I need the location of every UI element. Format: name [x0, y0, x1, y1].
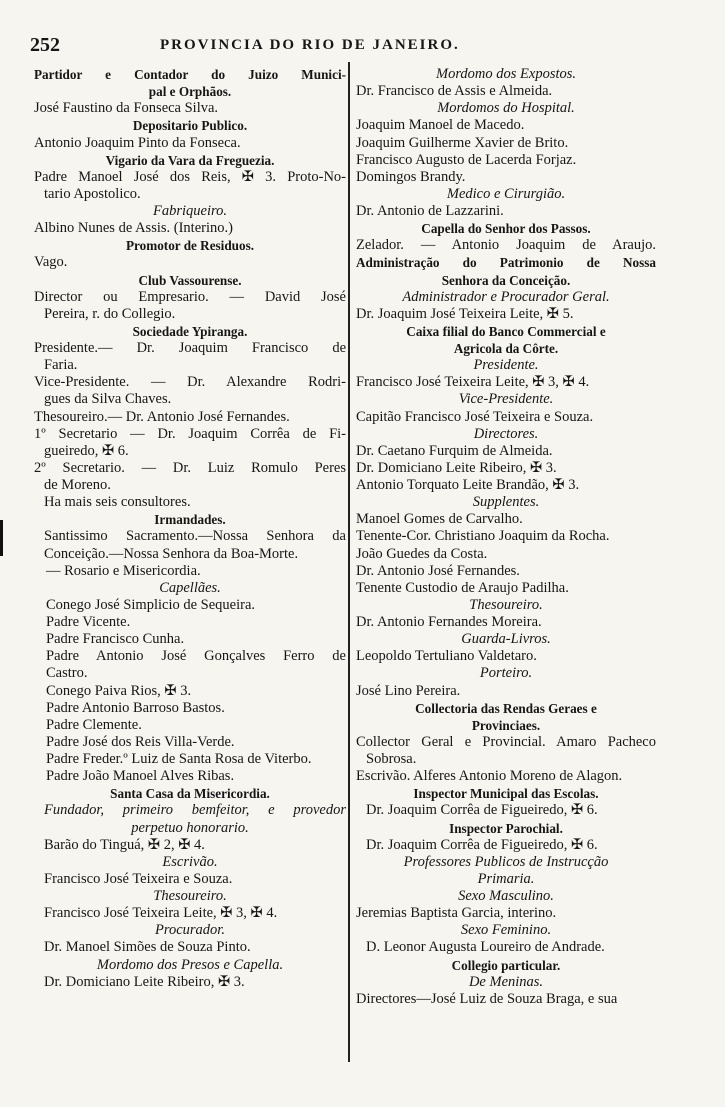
text-line: José Faustino da Fonseca Silva. — [34, 100, 219, 117]
text-line: de Moreno. — [44, 477, 111, 493]
section-heading: Promotor de Residuos. — [125, 238, 255, 254]
column-divider — [348, 62, 350, 1062]
text-line: Directores. — [473, 425, 539, 442]
text-line: Escrivão. — [162, 853, 218, 870]
text-line: João Guedes da Costa. — [356, 545, 488, 562]
text-line: Manoel Gomes de Carvalho. — [356, 511, 523, 528]
text-line: Escrivão. Alferes Antonio Moreno de Alagon. — [356, 768, 623, 785]
text-line: Dr. Caetano Furquim de Almeida. — [356, 442, 553, 459]
text-line: Antonio Torquato Leite Brandão, ✠ 3. — [356, 477, 580, 493]
text-line: Padre João Manoel Alves Ribas. — [46, 768, 235, 785]
text-line: Supplentes. — [472, 494, 540, 511]
text-line: Francisco José Teixeira e Souza. — [44, 870, 233, 887]
text-line: Francisco José Teixeira Leite, ✠ 3, ✠ 4. — [356, 374, 590, 391]
text-line: Fundador, primeiro bemfeitor, e provedor — [44, 802, 346, 819]
section-heading: Collectoria das Rendas Geraes e — [415, 700, 597, 716]
text-line: Pereira, r. do Collegio. — [44, 305, 176, 322]
text-line: Directores—José Luiz de Souza Braga, e sua — [356, 990, 618, 1007]
text-line: Medico e Cirurgião. — [446, 185, 566, 202]
section-heading: Partidor e Contador do Juizo Munici- — [34, 67, 346, 82]
text-line: Dr. Joaquim Corrêa de Figueiredo, ✠ 6. — [366, 802, 598, 819]
text-line: Leopoldo Tertuliano Valdetaro. — [356, 648, 537, 665]
section-heading: Administração do Patrimonio de Nossa — [356, 255, 656, 271]
text-line: Procurador. — [155, 922, 225, 939]
text-line: Presidente. — [473, 357, 539, 374]
text-line: Barão do Tinguá, ✠ 2, ✠ 4. — [44, 836, 205, 853]
section-heading: Agricola da Côrte. — [453, 341, 559, 356]
section-heading: Depositario Publico. — [132, 118, 248, 134]
text-line: Director ou Empresario. — David José — [34, 288, 346, 305]
text-line: Antonio Joaquim Pinto da Fonseca. — [34, 134, 241, 151]
section-heading: Inspector Municipal das Escolas. — [413, 786, 599, 802]
text-line: Faria. — [44, 357, 78, 374]
left-column — [34, 66, 346, 991]
text-line: Francisco Augusto de Lacerda Forjaz. — [356, 151, 577, 168]
text-line: Padre Manoel José dos Reis, ✠ 3. Proto-No- — [34, 168, 346, 185]
text-line: Capitão Francisco José Teixeira e Souza. — [356, 408, 594, 425]
text-line: Dr. Antonio de Lazzarini. — [356, 203, 504, 219]
text-line: Dr. Antonio Fernandes Moreira. — [356, 614, 542, 630]
section-heading: Senhora da Conceição. — [441, 272, 571, 288]
text-line: José Lino Pereira. — [356, 682, 461, 699]
text-line: Padre Antonio Barroso Bastos. — [46, 699, 225, 716]
text-line: Dr. Joaquim José Teixeira Leite, ✠ 5. — [356, 305, 574, 322]
text-line: D. Leonor Augusta Loureiro de Andrade. — [366, 939, 605, 956]
section-heading: Capella do Senhor dos Passos. — [421, 221, 591, 237]
text-line: gues da Silva Chaves. — [44, 391, 172, 408]
text-line: Conceição.—Nossa Senhora da Boa-Morte. — [44, 545, 299, 562]
text-line: Capellães. — [159, 579, 221, 596]
text-line: Conego José Simplicio de Sequeira. — [46, 596, 256, 613]
text-line: Mordomos do Hospital. — [437, 100, 575, 117]
text-line: Santissimo Sacramento.—Nossa Senhora da — [44, 528, 346, 545]
text-line: perpetuo honorario. — [131, 819, 249, 836]
text-line: Padre Freder.º Luiz de Santa Rosa de Viterbo. — [46, 751, 312, 767]
text-line: Albino Nunes de Assis. (Interino.) — [34, 220, 233, 237]
section-heading: Santa Casa da Misericordia. — [110, 786, 270, 802]
text-line: Francisco José Teixeira Leite, ✠ 3, ✠ 4. — [44, 905, 278, 922]
text-line: Conego Paiva Rios, ✠ 3. — [46, 682, 192, 699]
text-line: Dr. Domiciano Leite Ribeiro, ✠ 3. — [44, 973, 245, 990]
text-line: Joaquim Guilherme Xavier de Brito. — [356, 134, 569, 151]
text-line: Dr. Manoel Simões de Souza Pinto. — [44, 939, 251, 956]
section-heading: pal e Orphãos. — [148, 84, 232, 100]
text-line: Padre Antonio José Gonçalves Ferro de — [46, 648, 346, 665]
right-column — [356, 66, 656, 1008]
section-heading: Club Vassourense. — [138, 272, 242, 288]
section-heading: Sociedade Ypiranga. — [132, 323, 248, 339]
text-line: Thesoureiro. — [153, 888, 227, 904]
text-line: Collector Geral e Provincial. Amaro Pacheco — [356, 733, 656, 750]
text-line: Porteiro. — [479, 665, 533, 682]
section-heading: Irmandades. — [154, 512, 226, 528]
text-line: Professores Publicos de Instrucção — [403, 853, 609, 870]
text-line: Ha mais seis consultores. — [44, 494, 191, 511]
section-heading: Provinciaes. — [471, 717, 541, 733]
text-line: Domingos Brandy. — [356, 168, 466, 185]
text-line: — Rosario e Misericordia. — [46, 562, 201, 579]
text-line: Administrador e Procurador Geral. — [402, 288, 610, 305]
text-line: Padre Vicente. — [46, 614, 131, 630]
text-line: Vice-Presidente. — Dr. Alexandre Rodri- — [34, 374, 346, 391]
text-line: Tenente-Cor. Christiano Joaquim da Rocha. — [356, 528, 610, 545]
section-heading: Caixa filial do Banco Commercial e — [406, 323, 606, 339]
text-line: Fabriqueiro. — [153, 203, 227, 219]
page-number: 252 — [30, 34, 60, 56]
text-line: Presidente.— Dr. Joaquim Francisco de — [34, 340, 346, 356]
margin-mark — [0, 520, 3, 556]
text-line: Dr. Francisco de Assis e Almeida. — [356, 83, 553, 100]
running-title: PROVINCIA DO RIO DE JANEIRO. — [160, 37, 460, 53]
text-line: Vice-Presidente. — [458, 391, 554, 408]
text-line: gueiredo, ✠ 6. — [44, 442, 129, 459]
text-line: Tenente Custodio de Araujo Padilha. — [356, 579, 569, 596]
text-line: De Meninas. — [468, 973, 544, 990]
text-line: Sobrosa. — [366, 751, 417, 767]
text-line: Padre José dos Reis Villa-Verde. — [46, 733, 235, 750]
text-line: Zelador. — Antonio Joaquim de Araujo. — [356, 237, 656, 254]
text-line: Guarda-Livros. — [461, 631, 551, 648]
section-heading: Inspector Parochial. — [449, 820, 563, 836]
text-line: Vago. — [34, 254, 68, 271]
text-line: Castro. — [46, 665, 88, 682]
text-line: Jeremias Baptista Garcia, interino. — [356, 905, 557, 922]
text-line: Padre Francisco Cunha. — [46, 631, 185, 648]
text-line: Dr. Joaquim Corrêa de Figueiredo, ✠ 6. — [366, 836, 598, 853]
text-line: Sexo Feminino. — [460, 922, 552, 939]
text-line: Thesoureiro.— Dr. Antonio José Fernandes. — [34, 408, 290, 425]
section-heading: Vigario da Vara da Freguezia. — [105, 152, 275, 168]
text-line: Padre Clemente. — [46, 716, 142, 733]
text-line: Sexo Masculino. — [458, 888, 554, 904]
text-line: Joaquim Manoel de Macedo. — [356, 117, 525, 134]
text-line: Primaria. — [477, 870, 535, 887]
page-header — [30, 34, 670, 56]
text-line: tario Apostolico. — [44, 185, 141, 202]
text-line: Thesoureiro. — [469, 596, 543, 613]
text-line: Mordomo dos Expostos. — [435, 66, 577, 82]
text-line: Mordomo dos Presos e Capella. — [96, 956, 284, 973]
section-heading: Collegio particular. — [451, 957, 561, 973]
text-line: Dr. Antonio José Fernandes. — [356, 562, 520, 579]
text-line: Dr. Domiciano Leite Ribeiro, ✠ 3. — [356, 459, 557, 476]
text-line: 1º Secretario — Dr. Joaquim Corrêa de Fi- — [34, 425, 346, 442]
text-line: 2º Secretario. — Dr. Luiz Romulo Peres — [34, 459, 346, 476]
